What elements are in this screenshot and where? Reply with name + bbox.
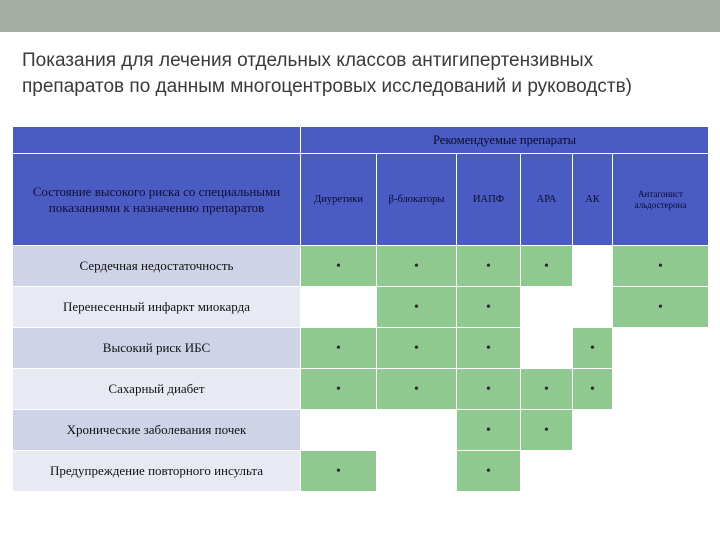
bullet-icon: • [486,423,491,438]
bullet-icon: • [544,382,549,397]
table-row [13,369,709,410]
recommended-mark-cell [457,451,521,492]
table-row [13,328,709,369]
empty-cell [573,410,613,451]
recommended-mark-cell [573,328,613,369]
empty-cell [301,410,377,451]
bullet-icon: • [336,382,341,397]
recommended-mark-cell [573,369,613,410]
condition-cell: Сердечная недостаточность [13,246,301,287]
recommended-mark-cell [457,328,521,369]
empty-cell [573,451,613,492]
slide-title [22,48,702,100]
bullet-icon: • [486,382,491,397]
recommended-mark-cell [457,369,521,410]
recommended-mark-cell [301,451,377,492]
slide-title-line-1: Показания для лечения отдельных классов антигипертензивных [22,50,594,71]
empty-cell [613,369,709,410]
bullet-icon: • [658,300,663,315]
recommended-mark-cell [457,287,521,328]
bullet-icon: • [414,300,419,315]
empty-cell [573,287,613,328]
recommended-mark-cell [521,410,573,451]
table-row [13,287,709,328]
empty-cell [613,451,709,492]
recommended-mark-cell [301,328,377,369]
recommended-mark-cell [301,246,377,287]
bullet-icon: • [414,341,419,356]
bullet-icon: • [486,300,491,315]
condition-cell: Сахарный диабет [13,369,301,410]
condition-column-header: Состояние высокого риска со специальными показаниями к назначению препаратов [13,154,301,246]
bullet-icon: • [414,259,419,274]
drug-header-arb: АРА [521,154,573,246]
empty-cell [521,287,573,328]
bullet-icon: • [590,341,595,356]
bullet-icon: • [486,464,491,479]
drug-header-aldosterone-antagonist: Антагонист альдостерона [613,154,709,246]
slide-title-line-2: препаратов по данным многоцентровых исследований и руководств) [22,76,633,97]
header-blank [13,127,301,154]
recommended-mark-cell [521,369,573,410]
empty-cell [613,328,709,369]
empty-cell [377,451,457,492]
condition-cell: Высокий риск ИБС [13,328,301,369]
table-row [13,451,709,492]
recommended-mark-cell [377,328,457,369]
table-row [13,246,709,287]
table-row [13,410,709,451]
condition-cell: Перенесенный инфаркт миокарда [13,287,301,328]
bullet-icon: • [336,259,341,274]
condition-cell: Предупреждение повторного инсульта [13,451,301,492]
empty-cell [613,410,709,451]
indications-table [12,126,709,492]
recommended-mark-cell [457,246,521,287]
recommended-mark-cell [613,246,709,287]
bullet-icon: • [486,341,491,356]
recommended-mark-cell [613,287,709,328]
empty-cell [377,410,457,451]
top-decor-bar [0,0,720,32]
bullet-icon: • [544,259,549,274]
bullet-icon: • [336,464,341,479]
recommended-mark-cell [301,369,377,410]
empty-cell [573,246,613,287]
drug-header-ccb: АК [573,154,613,246]
bullet-icon: • [658,259,663,274]
recommended-mark-cell [521,246,573,287]
drug-header-diuretics: Диуретики [301,154,377,246]
recommended-mark-cell [377,287,457,328]
bullet-icon: • [544,423,549,438]
bullet-icon: • [336,341,341,356]
bullet-icon: • [590,382,595,397]
empty-cell [521,451,573,492]
drug-header-ace-inhibitors: ИАПФ [457,154,521,246]
drug-header-beta-blockers: β-блокаторы [377,154,457,246]
empty-cell [521,328,573,369]
recommended-drugs-header: Рекомендуемые препараты [301,127,709,154]
bullet-icon: • [486,259,491,274]
empty-cell [301,287,377,328]
bullet-icon: • [414,382,419,397]
recommended-mark-cell [377,369,457,410]
recommended-mark-cell [457,410,521,451]
condition-cell: Хронические заболевания почек [13,410,301,451]
table-body [13,246,709,492]
recommended-mark-cell [377,246,457,287]
